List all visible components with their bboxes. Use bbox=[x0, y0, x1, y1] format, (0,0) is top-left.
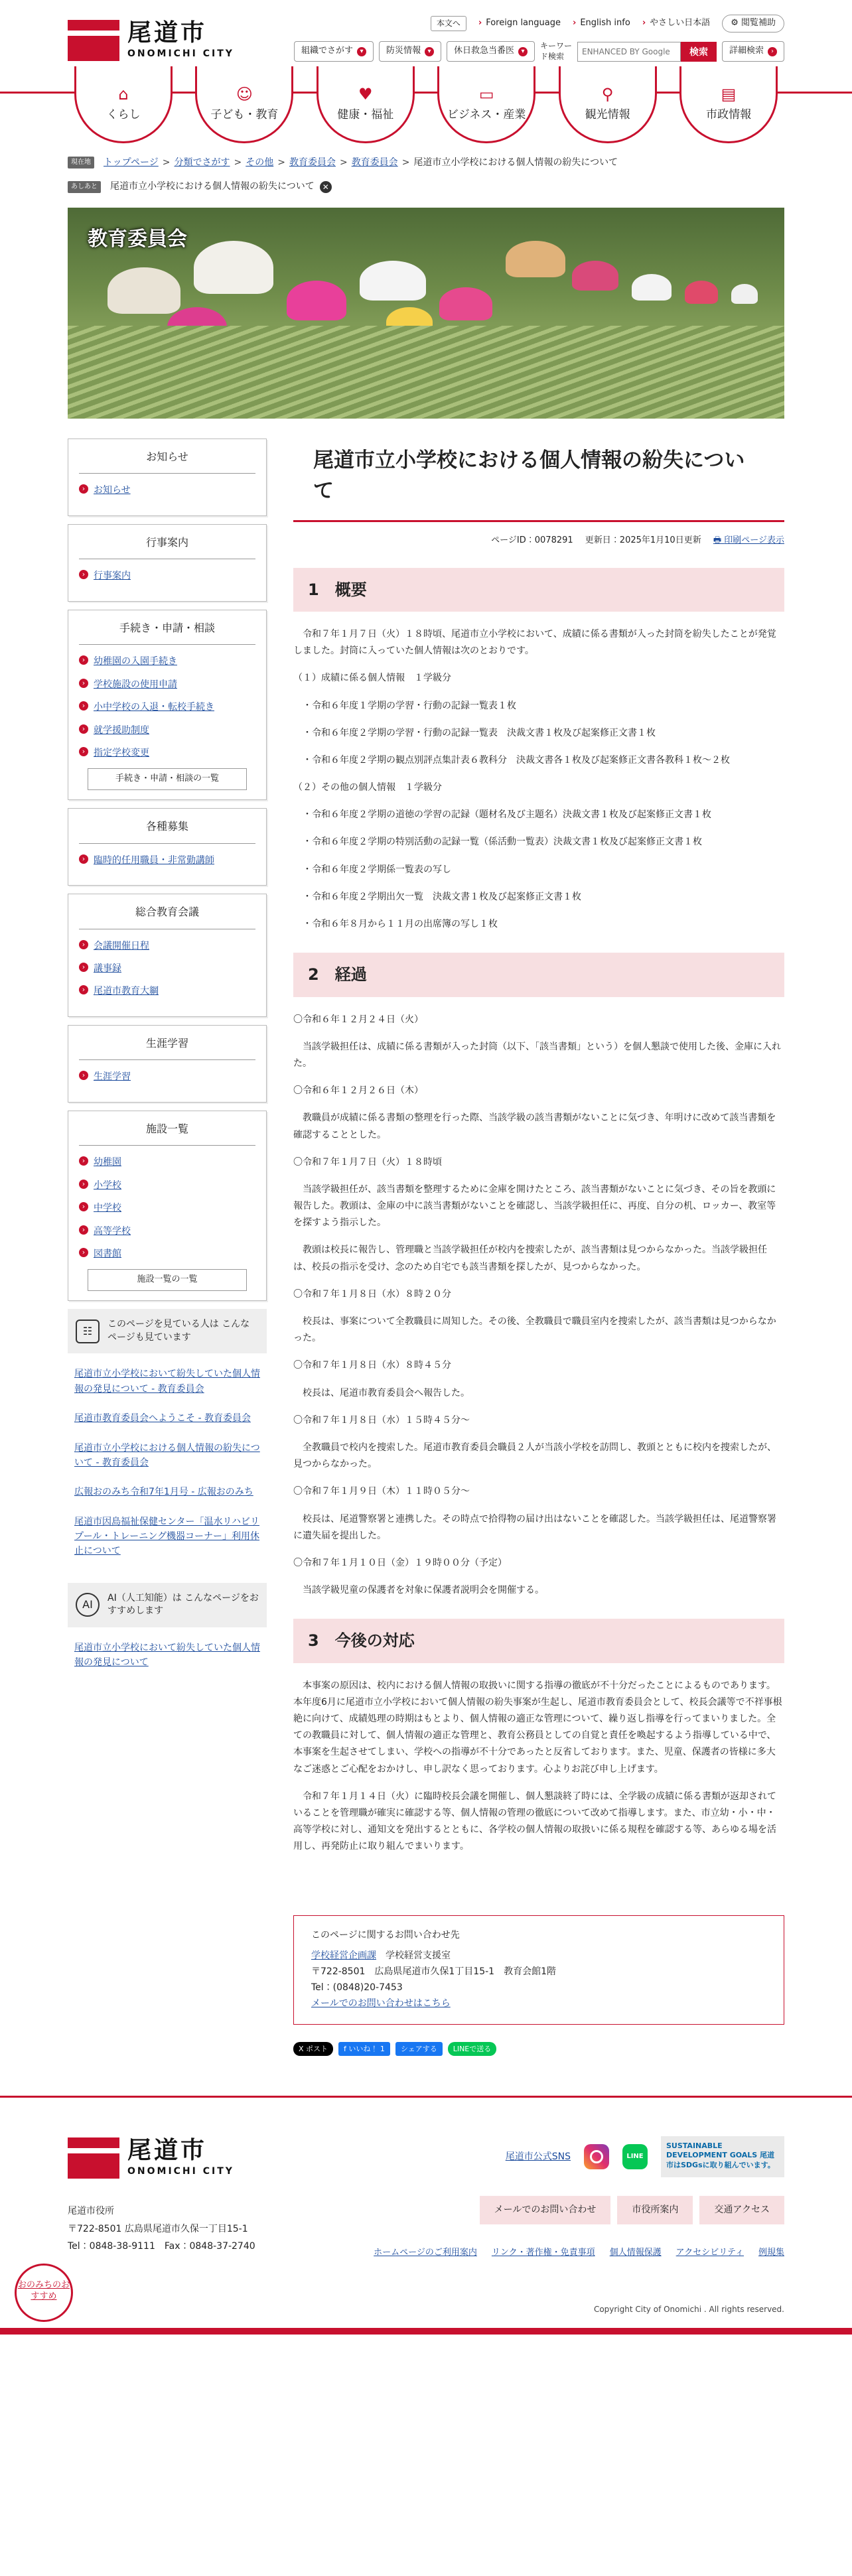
mail-inquiry-button[interactable]: メールでのお問い合わせ bbox=[480, 2196, 611, 2224]
section-heading: 2 経過 bbox=[293, 953, 784, 996]
briefcase-icon: ▭ bbox=[478, 85, 494, 103]
printer-icon: 🖶 bbox=[713, 535, 725, 545]
site-header bbox=[0, 0, 852, 66]
list-item: ・令和６年度２学期出欠一覧 決裁文書１枚及び起案修正文書１枚 bbox=[303, 891, 581, 902]
recommend-ai bbox=[68, 1583, 267, 1690]
people-icon: ☷ bbox=[76, 1320, 100, 1343]
recommend-ai-title: AI（人工知能）は こんなページをおすすめします bbox=[107, 1592, 259, 1617]
contact-box bbox=[293, 1915, 784, 2025]
side-box-events bbox=[68, 524, 267, 602]
footer-link[interactable]: リンク・著作権・免責事項 bbox=[491, 2248, 595, 2258]
recommend-viewed-title: このページを見ている人は こんなページも見ています bbox=[107, 1319, 250, 1343]
office-address: 〒722-8501 広島県尾道市久保一丁目15-1 bbox=[68, 2223, 248, 2234]
contact-subdept: 学校経営支援室 bbox=[386, 1950, 451, 1962]
recommend-link[interactable]: 尾道市教育委員会へようこそ - 教育委員会 bbox=[74, 1413, 251, 1424]
office-name: 尾道市役所 bbox=[68, 2206, 114, 2217]
advanced-search-button[interactable] bbox=[722, 41, 784, 62]
print-label: 印刷ページ表示 bbox=[724, 535, 784, 545]
side-link[interactable]: › 臨時的任用職員・非常勤講師 bbox=[79, 853, 259, 868]
sidebar bbox=[68, 439, 267, 2056]
heart-icon: ♥ bbox=[358, 85, 373, 103]
gnav-label: くらし bbox=[106, 108, 141, 121]
side-link[interactable]: › 小学校 bbox=[79, 1178, 259, 1193]
recommend-link[interactable]: 尾道市立小学校において紛失していた個人情報の発見について bbox=[74, 1643, 260, 1668]
skip-to-content-link[interactable]: 本文へ bbox=[431, 16, 466, 31]
ai-icon: AI bbox=[76, 1593, 100, 1617]
city-hall-guide-button[interactable]: 市役所案内 bbox=[617, 2196, 693, 2224]
utility-nav bbox=[431, 15, 784, 33]
access-button[interactable]: 交通アクセス bbox=[699, 2196, 784, 2224]
paragraph: 令和７年１月１４日（火）に臨時校長会議を開催し、個人懇談終了時には、全学級の成績に係る書類が返却されていることを管理職が確実に確認する等、個人情報の管理の徹底について改めて指導します。また、市立幼・小・中・高等学校に対し、通知文を発出するとともに、各学校の個人情報の取扱いに係る規程を確認する等、あらゆる場を活用し、再発防止に取り組んでまいります。 bbox=[293, 1791, 776, 1852]
breadcrumb-link[interactable]: 教育委員会 bbox=[351, 157, 398, 168]
side-link[interactable]: › 会議開催日程 bbox=[79, 939, 259, 953]
official-sns-link[interactable]: 尾道市公式SNS bbox=[505, 2151, 571, 2162]
foreign-language-link[interactable]: › Foreign language bbox=[478, 17, 561, 31]
search-box bbox=[577, 42, 717, 62]
footer-links bbox=[374, 2246, 784, 2260]
updated-date: 更新日：2025年1月10日更新 bbox=[585, 535, 701, 545]
gnav-label: 観光情報 bbox=[585, 108, 630, 121]
footer-buttons bbox=[480, 2196, 784, 2224]
search-input[interactable] bbox=[577, 42, 681, 62]
section-heading: 1 概要 bbox=[293, 568, 784, 612]
side-link[interactable]: › 行事案内 bbox=[79, 569, 259, 583]
gnav-label: ビジネス・産業 bbox=[447, 108, 526, 121]
breadcrumb-link[interactable]: 教育委員会 bbox=[289, 157, 336, 168]
recommend-link[interactable]: 尾道市因島福祉保健センター「温水リハビリプール・トレーニング機器コーナー」利用休止について bbox=[74, 1516, 260, 1557]
paragraph: 当該学級担任が、該当書類を整理するために金庫を開けたところ、該当書類がないことに気づき、その旨を教頭に報告した。教頭は、金庫の中に該当書類がないことを確認し、当該学級担任に、再度、自分の机、ロッカー、教室等を探すよう指示した。 bbox=[293, 1184, 776, 1229]
page-id: ページID：0078291 bbox=[491, 535, 573, 545]
global-nav bbox=[0, 66, 852, 146]
breadcrumb-link[interactable]: その他 bbox=[246, 157, 274, 168]
side-box-lifelong bbox=[68, 1025, 267, 1103]
line-share-button[interactable]: LINEで送る bbox=[448, 2042, 497, 2057]
footer-link[interactable]: 例規集 bbox=[758, 2248, 784, 2258]
gnav-label: 市政情報 bbox=[705, 108, 751, 121]
gnav-label: 健康・福祉 bbox=[337, 108, 394, 121]
footer-sns bbox=[506, 2136, 784, 2177]
footer-link[interactable]: 個人情報保護 bbox=[609, 2248, 662, 2258]
breadcrumb: 現在地 トップページ > 分類でさがす > その他 > 教育委員会 > 教育委員会 > 尾道市立小学校における個人情報の紛失について あしあと 尾道市立小学校における個人情報の紛失について ✕ bbox=[68, 155, 784, 194]
side-link[interactable]: › お知らせ bbox=[79, 483, 259, 498]
side-link[interactable]: › 中学校 bbox=[79, 1201, 259, 1215]
recommend-link[interactable]: 尾道市立小学校において紛失していた個人情報の発見について - 教育委員会 bbox=[74, 1369, 260, 1394]
footer-link[interactable]: アクセシビリティ bbox=[675, 2248, 744, 2258]
share-buttons bbox=[293, 2042, 784, 2057]
recommend-viewed bbox=[68, 1309, 267, 1579]
side-box-title: 各種募集 bbox=[79, 818, 255, 844]
recommend-link[interactable]: 広報おのみち令和7年1月号 - 広報おのみち bbox=[74, 1487, 253, 1498]
gnav-tourism[interactable] bbox=[559, 66, 657, 143]
document-icon: ▤ bbox=[721, 85, 737, 103]
side-box-title: 行事案内 bbox=[79, 534, 255, 560]
side-box-procedures bbox=[68, 610, 267, 800]
timeline-date: 〇令和７年１月８日（水）８時４５分 bbox=[293, 1360, 451, 1371]
list-item: ・令和６年度２学期の観点別評点集計表６教科分 決裁文書各１枚及び起案修正文書各教科１枚～２枚 bbox=[303, 754, 730, 766]
page-title: 尾道市立小学校における個人情報の紛失について bbox=[293, 439, 784, 522]
paragraph: 令和７年１月７日（火）１８時頃、尾道市立小学校において、成績に係る書類が入った封筒を紛失したことが発覚しました。封筒に入っていた個人情報は次のとおりです。 bbox=[293, 628, 776, 657]
site-logo[interactable] bbox=[68, 20, 234, 61]
timeline-date: 〇令和７年１月９日（木）１１時０５分～ bbox=[293, 1486, 470, 1497]
easy-japanese-link[interactable]: › やさしい日本語 bbox=[642, 17, 710, 31]
procedures-more-button[interactable]: 手続き・申請・相談の一覧 bbox=[88, 768, 247, 790]
instagram-icon[interactable] bbox=[584, 2144, 609, 2169]
contact-address: 〒722-8501 広島県尾道市久保1丁目15-1 教育会館1階 bbox=[311, 1966, 556, 1978]
city-emblem-icon bbox=[68, 20, 119, 61]
facebook-like-button[interactable]: f いいね！ 1 bbox=[338, 2042, 390, 2057]
org-search-button[interactable] bbox=[294, 41, 374, 62]
paragraph: 当該学級担任は、成績に係る書類が入った封筒（以下、「該当書類」という）を個人懇談で使用した後、金庫に入れた。 bbox=[293, 1041, 781, 1069]
footer-logo-ja: 尾道市 bbox=[127, 2136, 208, 2165]
browsing-assist-label: 閲覧補助 bbox=[741, 18, 776, 28]
close-icon[interactable]: ✕ bbox=[320, 181, 332, 193]
site-footer bbox=[0, 2096, 852, 2335]
keyword-search-label: キーワード検索 bbox=[539, 41, 572, 61]
breadcrumb-link[interactable]: 分類でさがす bbox=[174, 157, 230, 168]
contact-tel: Tel：(0848)20-7453 bbox=[311, 1982, 403, 1993]
line-icon[interactable]: LINE bbox=[622, 2144, 648, 2169]
timeline-date: 〇令和７年１月１０日（金）１９時００分（予定） bbox=[293, 1557, 507, 1568]
footer-logo[interactable] bbox=[68, 2137, 234, 2179]
side-box-notice bbox=[68, 439, 267, 516]
disaster-info-button[interactable] bbox=[379, 41, 441, 62]
main-content bbox=[293, 439, 784, 2056]
side-box-recruit bbox=[68, 808, 267, 886]
footer-address bbox=[68, 2203, 255, 2256]
side-link[interactable]: › 小中学校の入退・転校手続き bbox=[79, 700, 259, 714]
city-emblem-icon bbox=[68, 2137, 119, 2179]
breadcrumb-link[interactable]: トップページ bbox=[104, 157, 159, 168]
side-link[interactable]: › 就学援助制度 bbox=[79, 723, 259, 738]
side-box-title: 総合教育会議 bbox=[79, 904, 255, 929]
browsing-assist-button[interactable] bbox=[722, 15, 784, 33]
osusume-button[interactable]: おのみちのおすすめ bbox=[15, 2264, 73, 2322]
section-heading: 3 今後の対応 bbox=[293, 1619, 784, 1662]
side-box-facilities bbox=[68, 1111, 267, 1301]
side-link[interactable]: › 高等学校 bbox=[79, 1224, 259, 1239]
gnav-health-welfare[interactable] bbox=[317, 66, 415, 143]
list-item: ・令和６年度２学期の道徳の学習の記録（題材名及び主題名）決裁文書１枚及び起案修正文書１枚 bbox=[303, 809, 711, 821]
paragraph: 全教職員で校内を捜索した。尾道市教育委員会職員２人が当該小学校を訪問し、教頭とともに校内を捜索したが、見つからなかった。 bbox=[293, 1442, 776, 1470]
x-post-button[interactable]: X ポスト bbox=[293, 2042, 333, 2057]
disaster-info-label: 防災情報 bbox=[386, 46, 421, 56]
paragraph: 本事案の原因は、校内における個人情報の取扱いに関する指導の徹底が不十分だったことによるものであります。本年度6月に尾道市立小学校において個人情報の紛失事案が生起し、尾道市教育委員会として、校長会議等で不祥事根絶に向けて、成績処理の時期はもとより、個人情報の適正な管理について、繰り返し指導を行ってまいりました。全ての教職員に対して、個人情報の適正な管理と、教育公務員としての自覚と責任を喚起するよう指導している中で、本事案を生起させてしまい、学校への指導が不十分であったと反省しております。また、児童、保護者の皆様に多大なご迷惑とご心配をおかけし、申し訳なく思っております。心よりお詫び申し上げます。 bbox=[293, 1680, 782, 1775]
timeline-date: 〇令和６年１２月２６日（木） bbox=[293, 1085, 423, 1097]
chevron-down-icon: ▾ bbox=[518, 47, 528, 56]
logo-name-ja: 尾道市 bbox=[127, 19, 208, 46]
page-meta bbox=[293, 534, 784, 548]
gnav-children-education[interactable] bbox=[195, 66, 293, 143]
list-item: ・令和６年度１学期の学習・行動の記録一覧表１枚 bbox=[303, 700, 516, 711]
advanced-search-label: 詳細検索 bbox=[729, 46, 764, 56]
side-link[interactable]: › 尾道市教育大綱 bbox=[79, 984, 259, 998]
list-item: ・令和６年８月から１１月の出席簿の写し１枚 bbox=[303, 919, 498, 930]
gnav-business-industry[interactable] bbox=[437, 66, 535, 143]
paragraph: 校長は、尾道市教育委員会へ報告した。 bbox=[303, 1387, 470, 1398]
side-box-title: 生涯学習 bbox=[79, 1035, 255, 1061]
footprint-item: 尾道市立小学校における個人情報の紛失について bbox=[110, 181, 315, 192]
office-tel: Tel：0848-38-9111 Fax：0848-37-2740 bbox=[68, 2241, 255, 2252]
paragraph: （１）成績に係る個人情報 １学級分 bbox=[293, 673, 451, 684]
side-link[interactable]: › 学校施設の使用申請 bbox=[79, 677, 259, 692]
contact-dept-link[interactable]: 学校経営企画課 bbox=[311, 1950, 376, 1962]
timeline-date: 〇令和７年１月８日（水）１５時４５分～ bbox=[293, 1414, 470, 1426]
chevron-down-icon: ▾ bbox=[357, 47, 366, 56]
chevron-right-icon: › bbox=[768, 47, 777, 56]
chevron-down-icon: ▾ bbox=[425, 47, 434, 56]
side-link[interactable]: › 議事録 bbox=[79, 961, 259, 976]
breadcrumb-tag: 現在地 bbox=[68, 157, 94, 169]
side-box-title: お知らせ bbox=[79, 448, 255, 474]
footprint-tag: あしあと bbox=[68, 181, 101, 193]
search-button[interactable]: 検索 bbox=[681, 42, 717, 62]
gnav-kurashi[interactable] bbox=[74, 66, 173, 143]
side-link[interactable]: › 図書館 bbox=[79, 1247, 259, 1261]
footer-logo-en: ONOMICHI CITY bbox=[127, 2165, 234, 2177]
english-info-link[interactable]: › English info bbox=[573, 17, 630, 31]
recommend-link[interactable]: 尾道市立小学校における個人情報の紛失について - 教育委員会 bbox=[74, 1442, 260, 1468]
org-search-label: 組織でさがす bbox=[301, 46, 353, 56]
gnav-label: 子ども・教育 bbox=[210, 108, 279, 121]
contact-title: このページに関するお問い合わせ先 bbox=[311, 1929, 460, 1940]
side-link[interactable]: › 指定学校変更 bbox=[79, 746, 259, 760]
breadcrumb-current: 尾道市立小学校における個人情報の紛失について bbox=[413, 157, 618, 168]
rice-field bbox=[68, 326, 784, 419]
side-box-title: 施設一覧 bbox=[79, 1120, 255, 1146]
sdgs-banner[interactable]: SUSTAINABLE DEVELOPMENT GOALS 尾道市はSDGsに取り組んでいます。 bbox=[661, 2136, 784, 2177]
house-icon: ⌂ bbox=[118, 85, 129, 103]
child-icon: ☺ bbox=[236, 85, 253, 103]
timeline-date: 〇令和７年１月７日（火）１８時頃 bbox=[293, 1156, 442, 1168]
list-item: ・令和６年度２学期の特別活動の記録一覧（係活動一覧表）決裁文書１枚及び起案修正文書１枚 bbox=[303, 837, 702, 848]
hero-title: 教育委員会 bbox=[88, 227, 187, 251]
timeline-date: 〇令和７年１月８日（水）８時２０分 bbox=[293, 1288, 451, 1300]
holiday-doctor-button[interactable] bbox=[447, 41, 535, 62]
facebook-share-button[interactable]: シェアする bbox=[395, 2042, 443, 2057]
timeline-date: 〇令和６年１２月２４日（火） bbox=[293, 1014, 423, 1025]
list-item: ・令和６年度２学期の学習・行動の記録一覧表 決裁文書１枚及び起案修正文書１枚 bbox=[303, 727, 656, 738]
side-box-council bbox=[68, 894, 267, 1017]
bottom-bar bbox=[0, 2328, 852, 2335]
side-link[interactable]: › 幼稚園の入園手続き bbox=[79, 654, 259, 669]
paragraph: 校長は、事案について全教職員に周知した。その後、全教職員で職員室内を捜索したが、該当書類は見つからなかった。 bbox=[293, 1316, 776, 1344]
paragraph: 校長は、尾道警察署と連携した。その時点で拾得物の届け出はないことを確認した。当該学級担任は、尾道警察署に遺失届を提出した。 bbox=[293, 1513, 776, 1541]
print-link[interactable] bbox=[713, 535, 784, 545]
bicycle-icon: ⚲ bbox=[601, 85, 614, 103]
side-link[interactable]: › 幼稚園 bbox=[79, 1155, 259, 1170]
footer-link[interactable]: ホームページのご利用案内 bbox=[374, 2248, 477, 2258]
paragraph: 教頭は校長に報告し、管理職と当該学級担任が校内を捜索したが、該当書類は見つからなかった。当該学級担任は、校長の指示を受け、念のため自宅でも該当書類を探したが、見つからなかった。 bbox=[293, 1245, 767, 1272]
paragraph: 当該学級児童の保護者を対象に保護者説明会を開催する。 bbox=[303, 1585, 544, 1596]
contact-mail-link[interactable]: メールでのお問い合わせはこちら bbox=[311, 1998, 451, 2009]
paragraph: （２）その他の個人情報 １学級分 bbox=[293, 782, 442, 793]
side-link[interactable]: › 生涯学習 bbox=[79, 1069, 259, 1084]
facilities-more-button[interactable]: 施設一覧の一覧 bbox=[88, 1269, 247, 1291]
search-row bbox=[294, 41, 784, 62]
gear-icon: ⚙ bbox=[731, 18, 741, 28]
side-box-title: 手続き・申請・相談 bbox=[79, 620, 255, 645]
holiday-doctor-label: 休日救急当番医 bbox=[453, 46, 514, 56]
gnav-city-admin[interactable] bbox=[679, 66, 778, 143]
logo-name-en: ONOMICHI CITY bbox=[127, 48, 234, 59]
paragraph: 教職員が成績に係る書類の整理を行った際、当該学級の該当書類がないことに気づき、年明けに改めて該当書類を確認することとした。 bbox=[293, 1113, 776, 1140]
copyright: Copyright City of Onomichi . All rights reserved. bbox=[593, 2305, 784, 2315]
hero-image bbox=[68, 208, 784, 419]
list-item: ・令和６年度２学期係一覧表の写し bbox=[303, 864, 451, 875]
